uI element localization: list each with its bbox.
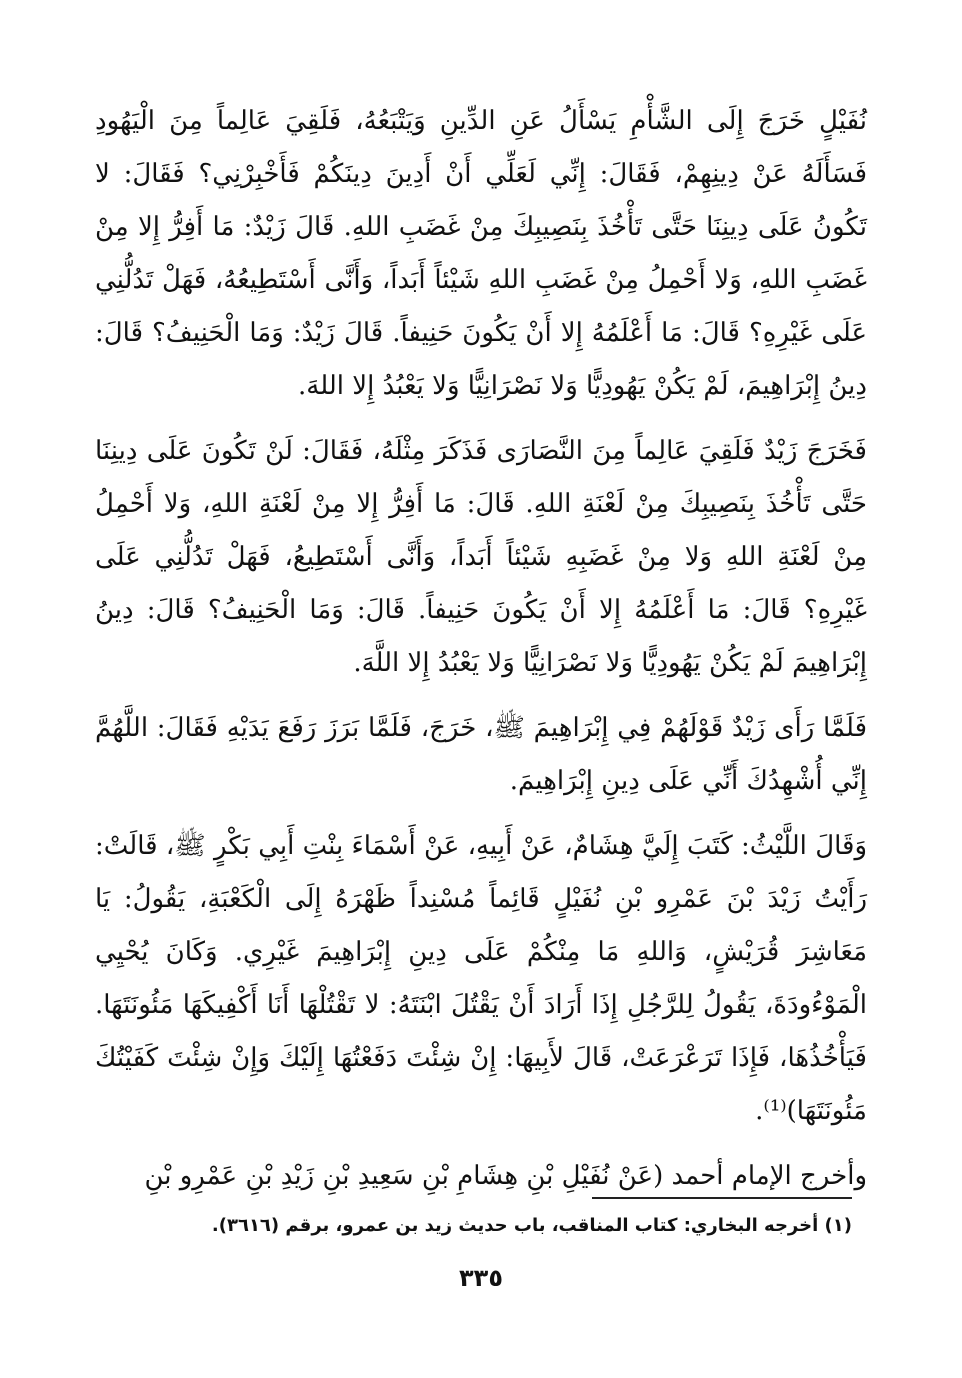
paragraph-5: وأخرج الإمام أحمد (عَنْ نُفَيْلِ بْنِ هِشَامِ بْنِ سَعِيدِ بْنِ زَيْدِ بْنِ عَمْرِو بْنِ bbox=[144, 1161, 867, 1191]
paragraph-3: فَلَمَّا رَأَى زَيْدٌ قَوْلَهُمْ فِي إِبْرَاهِيمَ ﷺ، خَرَجَ، فَلَمَّا بَرَزَ رَفَعَ يَدَيْهِ فَقَالَ: اللَّهُمَّ إِنِّي أُشْهِدُكَ أَنِّي عَلَى دِينِ إِبْرَاهِيمَ. bbox=[95, 713, 867, 796]
footnote: (١) أخرجه البخاري: كتاب المناقب، باب حديث زيد بن عمرو، برقم (٣٦١٦). bbox=[211, 1215, 852, 1236]
paragraph-4: وَقَالَ اللَّيْثُ: كَتَبَ إِلَيَّ هِشَامٌ، عَنْ أَبِيهِ، عَنْ أَسْمَاءَ بِنْتِ أَبِي بَكْرٍ ﷺ، قَالَتْ: رَأَيْتُ زَيْدَ بْنَ عَمْرِو بْنِ نُفَيْلٍ قَائِماً مُسْنِداً ظَهْرَهُ إِلَى الْكَعْبَةِ، يَقُولُ: يَا مَعَاشِرَ قُرَيْشٍ، وَاللهِ مَا مِنْكُمْ عَلَى دِينِ إِبْرَاهِيمَ غَيْرِي. وَكَانَ يُحْيِي الْمَوْءُودَةَ، يَقُولُ لِلرَّجُلِ إِذَا أَرَادَ أَنْ يَقْتُلَ ابْنَتَهُ: لا تَقْتُلْهَا أَنَا أَكْفِيكَهَا مَئُونَتَهَا. فَيَأْخُذُهَا، فَإِذَا تَرَعْرَعَتْ، قَالَ لأَبِيهَا: إِنْ شِئْتَ دَفَعْتُهَا إِلَيْكَ وَإِنْ شِئْتَ كَفَيْتُكَ مَئُونَتَهَا)⁽¹⁾. bbox=[95, 831, 867, 1126]
paragraph-1: نُفَيْلٍ خَرَجَ إِلَى الشَّأْمِ يَسْأَلُ عَنِ الدِّينِ وَيَتْبَعُهُ، فَلَقِيَ عَالِماً مِنَ الْيَهُودِ فَسَأَلَهُ عَنْ دِينِهِمْ، فَقَالَ: إِنِّي لَعَلِّي أَنْ أَدِينَ دِينَكُمْ فَأَخْبِرْنِي؟ فَقَالَ: لا تَكُونُ عَلَى دِينِنَا حَتَّى تَأْخُذَ بِنَصِيبِكَ مِنْ غَضَبِ اللهِ. قَالَ زَيْدٌ: مَا أَفِرُّ إِلا مِنْ غَضَبِ اللهِ، وَلا أَحْمِلُ مِنْ غَضَبِ اللهِ شَيْئاً أَبَداً، وَأَنَّى أَسْتَطِيعُهُ، فَهَلْ تَدُلُّنِي عَلَى غَيْرِهِ؟ قَالَ: مَا أَعْلَمُهُ إِلا أَنْ يَكُونَ حَنِيفاً. قَالَ زَيْدٌ: وَمَا الْحَنِيفُ؟ قَالَ: دِينُ إِبْرَاهِيمَ، لَمْ يَكُنْ يَهُودِيًّا وَلا نَصْرَانِيًّا وَلا يَعْبُدُ إِلا اللهَ. bbox=[95, 106, 867, 401]
page-body bbox=[95, 95, 867, 1215]
footnote-divider bbox=[592, 1197, 852, 1199]
paragraph-2: فَخَرَجَ زَيْدٌ فَلَقِيَ عَالِماً مِنَ النَّصَارَى فَذَكَرَ مِثْلَهُ، فَقَالَ: لَنْ تَكُونَ عَلَى دِينِنَا حَتَّى تَأْخُذَ بِنَصِيبِكَ مِنْ لَعْنَةِ اللهِ. قَالَ: مَا أَفِرُّ إِلا مِنْ لَعْنَةِ اللهِ، وَلا أَحْمِلُ مِنْ لَعْنَةِ اللهِ وَلا مِنْ غَضَبِهِ شَيْئاً أَبَداً، وَأَنَّى أَسْتَطِيعُ، فَهَلْ تَدُلُّنِي عَلَى غَيْرِهِ؟ قَالَ: مَا أَعْلَمُهُ إِلا أَنْ يَكُونَ حَنِيفاً. قَالَ: وَمَا الْحَنِيفُ؟ قَالَ: دِينُ إِبْرَاهِيمَ لَمْ يَكُنْ يَهُودِيًّا وَلا نَصْرَانِيًّا وَلا يَعْبُدُ إِلا اللَّهَ. bbox=[95, 436, 867, 678]
page-number: ٣٣٥ bbox=[459, 1264, 503, 1292]
